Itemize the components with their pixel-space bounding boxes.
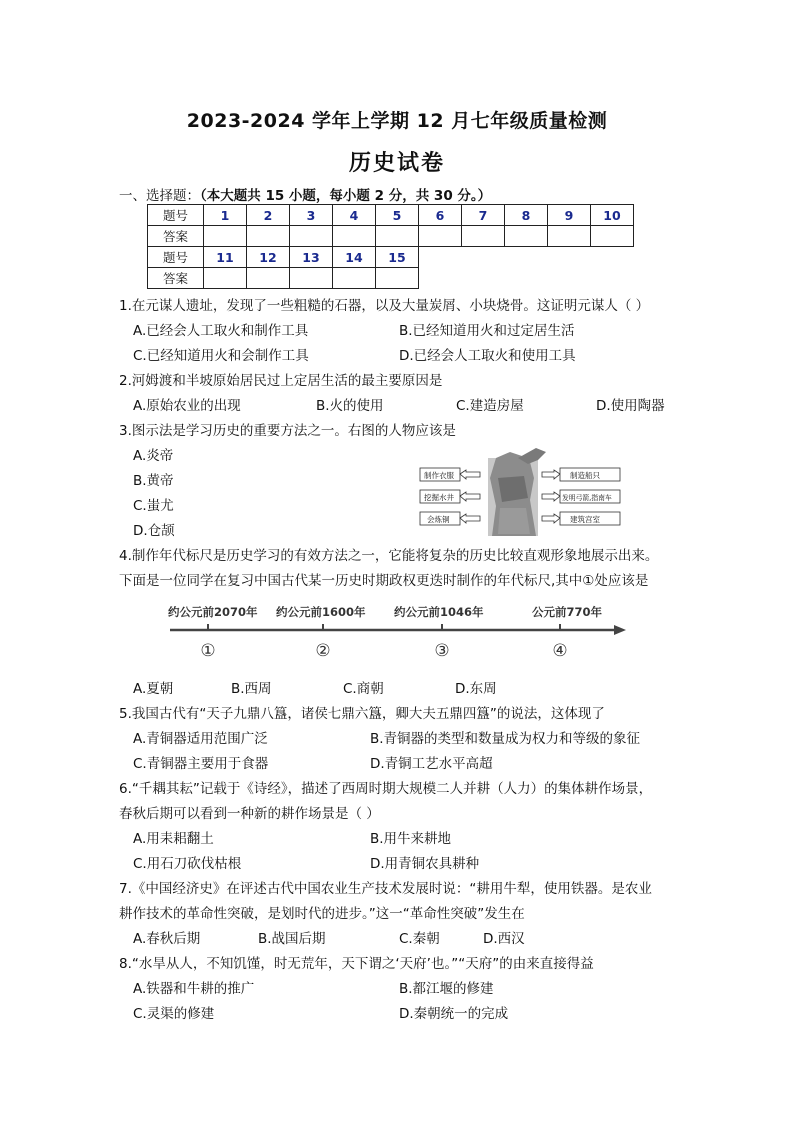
question-number: 3	[290, 205, 333, 226]
exam-title: 2023-2024 学年上学期 12 月七年级质量检测	[186, 110, 608, 132]
timeline-arrow-icon	[614, 625, 626, 635]
row-label: 答案	[148, 226, 204, 247]
answer-cell[interactable]	[376, 226, 419, 247]
option-a[interactable]: A.春秋后期	[133, 931, 201, 947]
timeline-date: 约公元前1600年	[276, 605, 366, 619]
question-stem: 4.制作年代标尺是历史学习的有效方法之一，它能将复杂的历史比较直观形象地展示出来。	[119, 548, 659, 564]
option-b[interactable]: B.西周	[231, 681, 272, 697]
answer-cell[interactable]	[548, 226, 591, 247]
question-number: 7	[462, 205, 505, 226]
question-stem-cont: 春秋后期可以看到一种新的耕作场景是（ ）	[119, 806, 380, 822]
timeline-date: 约公元前2070年	[168, 605, 258, 619]
option-c[interactable]: C.用石刀砍伐枯根	[133, 856, 242, 872]
answer-cell[interactable]	[333, 226, 376, 247]
figure-label: 发明弓箭,指南车	[562, 494, 612, 502]
option-a[interactable]: A.原始农业的出现	[133, 398, 241, 414]
question-number: 5	[376, 205, 419, 226]
option-d[interactable]: D.东周	[455, 681, 497, 697]
answer-cell[interactable]	[591, 226, 634, 247]
question-number: 14	[333, 247, 376, 268]
option-c[interactable]: C.灵渠的修建	[133, 1006, 215, 1022]
question-stem: 6.“千耦其耘”记载于《诗经》，描述了西周时期大规模二人并耕（人力）的集体耕作场景，	[119, 781, 653, 797]
row-label: 答案	[148, 268, 204, 289]
option-d[interactable]: D.使用陶器	[596, 398, 665, 414]
question-number: 4	[333, 205, 376, 226]
option-c[interactable]: C.已经知道用火和会制作工具	[133, 348, 309, 364]
question-number: 15	[376, 247, 419, 268]
figure-label: 会炼铜	[427, 515, 450, 524]
answer-cell[interactable]	[204, 268, 247, 289]
question-number: 2	[247, 205, 290, 226]
answer-cell[interactable]	[290, 226, 333, 247]
table-row	[148, 205, 634, 226]
timeline-date: 公元前770年	[532, 605, 603, 619]
option-c[interactable]: C.建造房屋	[456, 398, 524, 414]
row-label: 题号	[148, 247, 204, 268]
timeline-mark: ③	[434, 641, 450, 661]
option-a[interactable]: A.已经会人工取火和制作工具	[133, 323, 309, 339]
option-b[interactable]: B.火的使用	[316, 398, 384, 414]
figure-label: 制造船只	[570, 471, 600, 480]
answer-cell[interactable]	[505, 226, 548, 247]
figure-label: 制作衣服	[424, 471, 454, 480]
answer-cell[interactable]	[204, 226, 247, 247]
option-b[interactable]: B.黄帝	[133, 473, 174, 489]
question-number: 11	[204, 247, 247, 268]
option-c[interactable]: C.秦朝	[399, 931, 440, 947]
option-b[interactable]: B.青铜器的类型和数量成为权力和等级的象征	[370, 731, 641, 747]
option-a[interactable]: A.用耒耜翻土	[133, 831, 214, 847]
question-stem: 5.我国古代有“天子九鼎八簋，诸侯七鼎六簋，卿大夫五鼎四簋”的说法，这体现了	[119, 706, 605, 722]
table-row	[148, 247, 634, 268]
option-d[interactable]: D.秦朝统一的完成	[399, 1006, 509, 1022]
row-label: 题号	[148, 205, 204, 226]
figure-statue-diagram	[418, 448, 628, 540]
question-stem: 1.在元谋人遗址，发现了一些粗糙的石器，以及大量炭屑、小块烧骨。这证明元谋人（ ）	[119, 298, 650, 314]
statue-figure-icon	[488, 448, 546, 536]
answer-cell[interactable]	[290, 268, 333, 289]
option-a[interactable]: A.炎帝	[133, 448, 174, 464]
option-b[interactable]: B.都江堰的修建	[399, 981, 494, 997]
timeline-ruler	[168, 600, 628, 664]
option-b[interactable]: B.用牛来耕地	[370, 831, 452, 847]
option-d[interactable]: D.西汉	[483, 931, 525, 947]
figure-label: 建筑宫室	[570, 515, 600, 524]
question-number: 12	[247, 247, 290, 268]
question-number: 13	[290, 247, 333, 268]
exam-subject: 历史试卷	[348, 151, 445, 176]
option-d[interactable]: D.用青铜农具耕种	[370, 856, 480, 872]
timeline-mark: ②	[315, 641, 331, 661]
question-stem-cont: 耕作技术的革命性突破，是划时代的进步。”这一“革命性突破”发生在	[119, 906, 525, 922]
option-c[interactable]: C.商朝	[343, 681, 384, 697]
timeline-date: 约公元前1046年	[394, 605, 484, 619]
option-d[interactable]: D.已经会人工取火和使用工具	[399, 348, 576, 364]
answer-cell[interactable]	[247, 268, 290, 289]
answer-cell[interactable]	[376, 268, 419, 289]
question-stem: 8.“水旱从人，不知饥馑，时无荒年，天下谓之‘天府’也。”“天府”的由来直接得益	[119, 956, 594, 972]
question-stem: 7.《中国经济史》在评述古代中国农业生产技术发展时说：“耕用牛犁，使用铁器。是农业	[119, 881, 652, 897]
question-stem: 2.河姆渡和半坡原始居民过上定居生活的最主要原因是	[119, 373, 443, 389]
timeline-mark: ④	[552, 641, 568, 661]
option-d[interactable]: D.青铜工艺水平高超	[370, 756, 493, 772]
option-c[interactable]: C.青铜器主要用于食器	[133, 756, 269, 772]
answer-table	[147, 204, 634, 289]
figure-label: 挖掘水井	[424, 493, 454, 502]
option-a[interactable]: A.夏朝	[133, 681, 174, 697]
timeline-mark: ①	[200, 641, 216, 661]
answer-cell[interactable]	[419, 226, 462, 247]
option-a[interactable]: A.铁器和牛耕的推广	[133, 981, 255, 997]
question-number: 1	[204, 205, 247, 226]
option-b[interactable]: B.战国后期	[258, 931, 326, 947]
option-b[interactable]: B.已经知道用火和过定居生活	[399, 323, 575, 339]
question-stem: 3.图示法是学习历史的重要方法之一。右图的人物应该是	[119, 423, 456, 439]
section-label: 一、选择题：	[119, 188, 200, 204]
table-empty-area	[419, 247, 634, 289]
section-heading	[119, 184, 491, 204]
table-row	[148, 226, 634, 247]
section-note: （本大题共 15 小题，每小题 2 分，共 30 分。）	[200, 188, 492, 204]
question-number: 6	[419, 205, 462, 226]
answer-cell[interactable]	[247, 226, 290, 247]
answer-cell[interactable]	[333, 268, 376, 289]
option-d[interactable]: D.仓颉	[133, 523, 175, 539]
option-c[interactable]: C.蚩尤	[133, 498, 174, 514]
question-number: 8	[505, 205, 548, 226]
answer-cell[interactable]	[462, 226, 505, 247]
question-number: 9	[548, 205, 591, 226]
question-number: 10	[591, 205, 634, 226]
option-a[interactable]: A.青铜器适用范围广泛	[133, 731, 268, 747]
question-stem-cont: 下面是一位同学在复习中国古代某一历史时期政权更迭时制作的年代标尺,其中①处应该是	[119, 573, 649, 589]
